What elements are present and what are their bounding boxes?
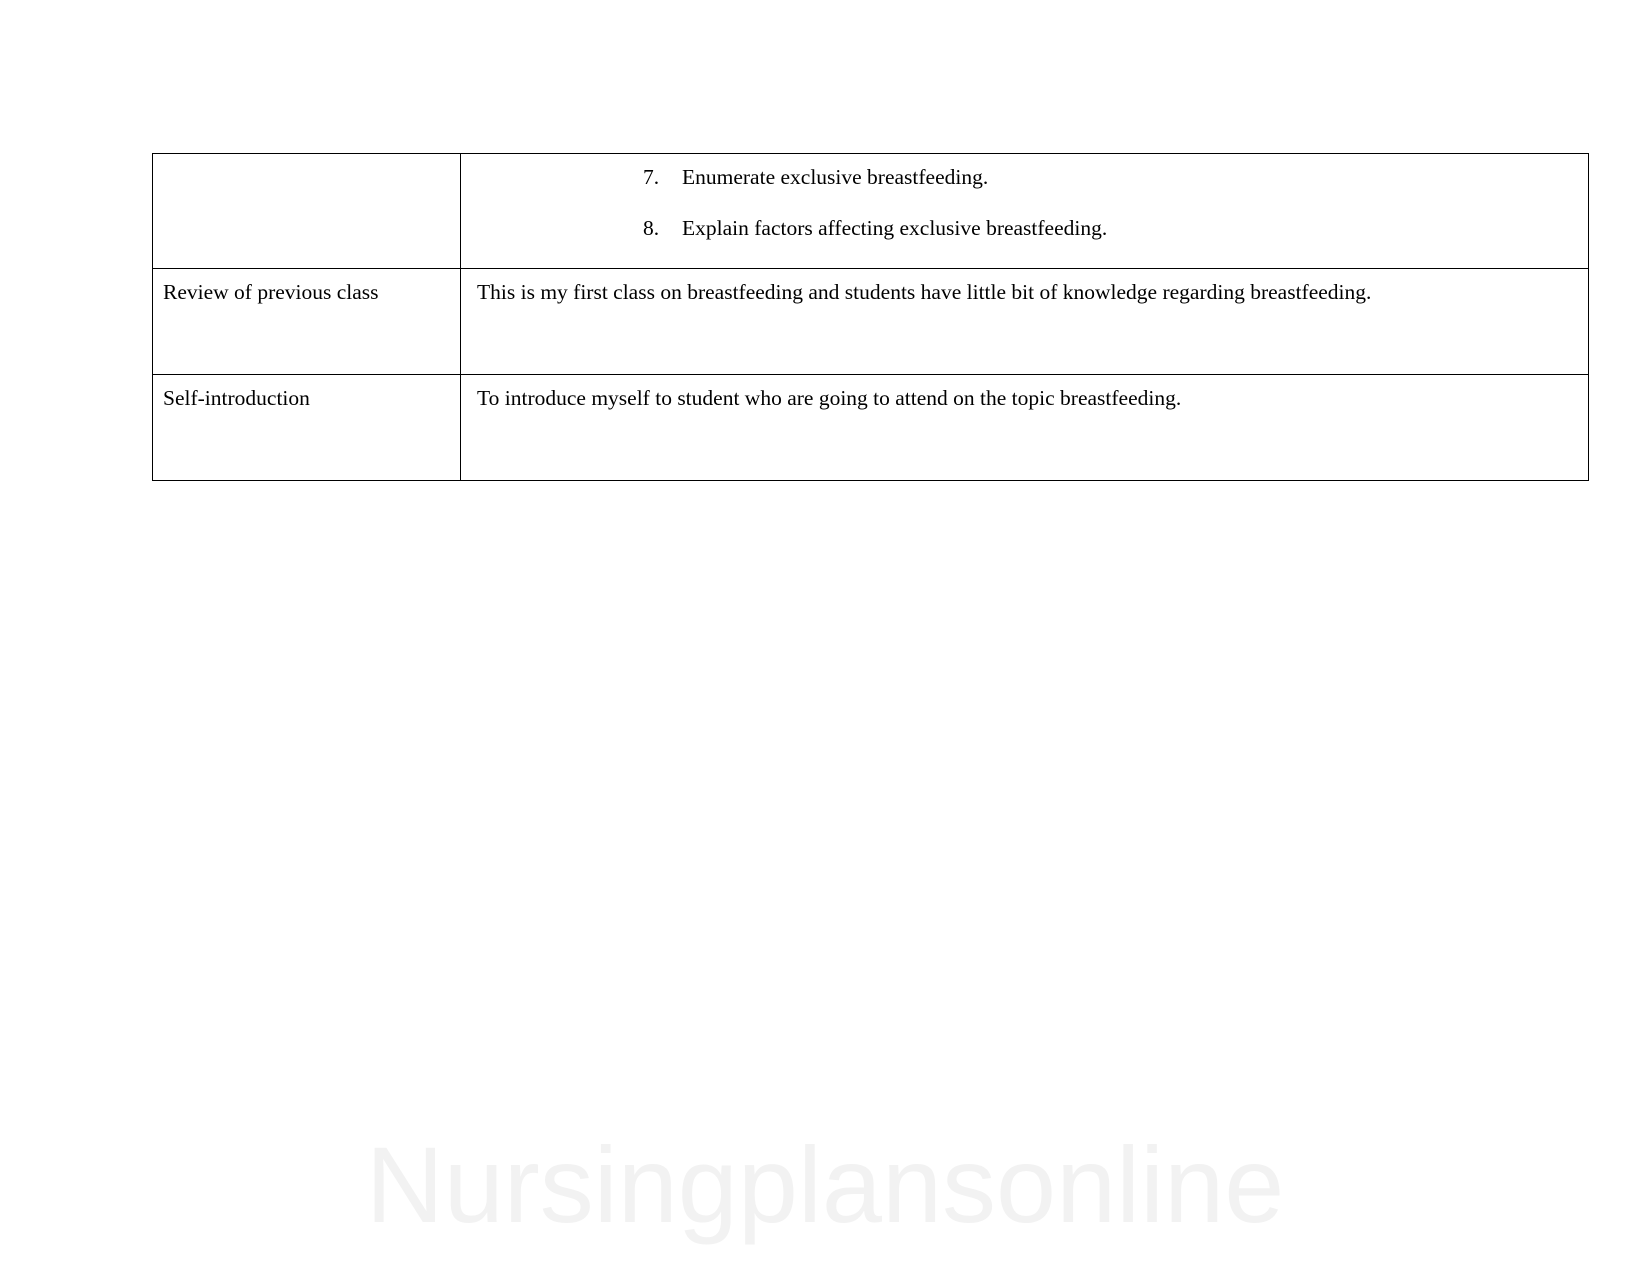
table-row (153, 269, 1589, 375)
row-label: Review of previous class (163, 280, 379, 304)
row-label-cell (153, 375, 461, 481)
watermark: Nursingplansonline (365, 1124, 1285, 1245)
table-row (153, 375, 1589, 481)
row-label-cell (153, 269, 461, 375)
list-item (471, 161, 1578, 194)
row-content-text: To introduce myself to student who are going to attend on the topic breastfeeding. (477, 386, 1182, 410)
row-content-text: This is my first class on breastfeeding and students have little bit of knowledge regarding breastfeeding. (477, 280, 1372, 304)
row-label-cell (153, 154, 461, 269)
objectives-list (471, 161, 1578, 244)
row-content-cell (461, 269, 1589, 375)
row-content-cell (461, 375, 1589, 481)
row-label: Self-introduction (163, 386, 310, 410)
row-content-cell (461, 154, 1589, 269)
list-item-text: Enumerate exclusive breastfeeding. (682, 165, 989, 189)
list-item-number: 8. (643, 215, 660, 240)
lesson-plan-table (152, 153, 1589, 481)
list-item-text: Explain factors affecting exclusive breastfeeding. (682, 215, 1108, 240)
list-item-number: 7. (643, 165, 660, 189)
table-row (153, 154, 1589, 269)
list-item (471, 212, 1578, 245)
